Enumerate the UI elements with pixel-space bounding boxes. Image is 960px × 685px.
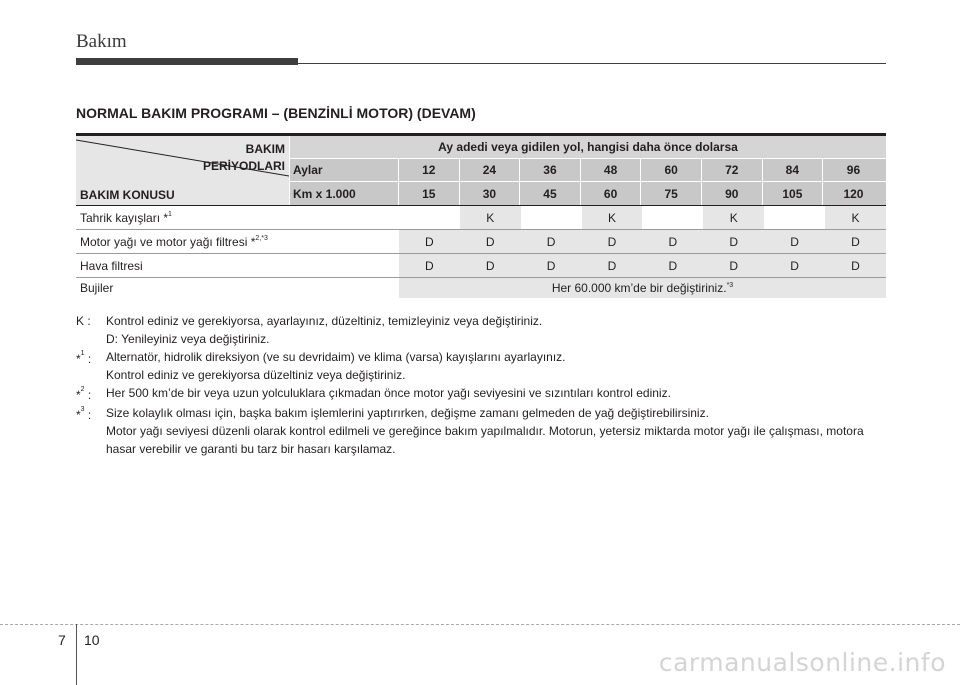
row-value: D [521,230,582,253]
row-span-text: Her 60.000 km’de bir değiştiriniz. [551,281,727,295]
row-item-footnote: 1 [168,211,172,218]
footer-divider [76,624,77,685]
row-value: K [460,206,521,229]
km-cell: 60 [581,182,642,205]
row-value [399,206,460,229]
note-mark-star: * [76,352,81,366]
row-value: K [703,206,764,229]
row-value: D [642,230,703,253]
row-value: D [703,254,764,277]
note-item [76,384,888,404]
note-mark [76,384,106,404]
months-cell: 84 [763,159,824,181]
note-mark: K : [76,314,91,328]
note-line: Motor yağı seviyesi düzenli olarak kontrol edilmeli ve gereğince bakım yapılmalıdır. Motorun, yetersiz miktarda motor yağı ile çalışması, motora hasar verebilir ve garanti bu tarz bir hasarı karşılamaz. [106,424,864,456]
note-line: D: Yenileyiniz veya değiştiriniz. [106,332,270,346]
corner-period-line1: BAKIM [245,142,285,156]
note-text [106,348,888,384]
page-header-title: Bakım [76,31,127,52]
footer-rule [0,624,960,625]
months-cell: 96 [846,163,861,177]
header-rule [298,63,886,64]
table-row [76,230,886,253]
months-row-label: Aylar [290,159,399,181]
note-line: Alternatör, hidrolik direksiyon (ve su devridaim) ve klima (varsa) kayışlarını ayarlayınız. [106,350,566,364]
km-row-label: Km x 1.000 [290,182,399,205]
months-cell: 12 [399,159,460,181]
row-value: K [825,206,886,229]
row-value: D [703,230,764,253]
footnotes [76,312,888,458]
page-number: 10 [84,632,100,648]
km-cell: 15 [399,182,460,205]
row-value: D [521,254,582,277]
row-item-name [76,230,399,253]
table-corner-header [76,136,290,205]
note-text [106,404,888,458]
note-line: Her 500 km’de bir veya uzun yolculuklara çıkmadan önce motor yağı seviyesini ve sızıntıları kontrol ediniz. [106,386,671,400]
note-text [106,384,888,404]
km-row [290,182,886,205]
note-mark-star: * [76,408,81,422]
months-cell: 24 [460,159,521,181]
row-item-name [76,254,399,277]
note-line: Size kolaylık olması için, başka bakım işlemlerini yaptırırken, değişme zamanı gelmeden de yağ değiştirebilirsiniz. [106,406,709,420]
maintenance-schedule-table [76,133,886,298]
note-line: Kontrol ediniz ve gerekiyorsa düzeltiniz veya değiştiriniz. [106,368,406,382]
table-row [76,254,886,277]
months-cell: 72 [702,159,763,181]
row-value: K [582,206,643,229]
row-value: D [764,230,825,253]
row-value: D [825,230,886,253]
months-cell: 36 [520,159,581,181]
note-item [76,404,888,458]
row-value [764,206,825,229]
km-cell: 75 [641,182,702,205]
section-title: NORMAL BAKIM PROGRAMI – (BENZİNLİ MOTOR) (DEVAM) [76,105,476,121]
row-value: D [399,254,460,277]
row-value: D [460,230,521,253]
km-cell: 45 [520,182,581,205]
corner-item-label: BAKIM KONUSU [80,188,175,202]
row-value [521,206,582,229]
km-cell: 105 [763,182,824,205]
km-cell: 90 [702,182,763,205]
header-bar [76,58,298,65]
note-mark-colon: : [84,388,92,402]
months-row [290,159,886,181]
corner-period-line2: PERİYODLARI [202,159,285,173]
row-item-text: Hava filtresi [80,258,143,273]
row-value: D [825,254,886,277]
row-item-name [76,206,399,229]
km-cell: 120 [843,186,864,201]
row-value: D [642,254,703,277]
months-cell: 60 [641,159,702,181]
row-value: D [764,254,825,277]
note-mark-sup: 2 [80,386,85,393]
note-mark-colon: : [84,352,92,366]
row-value: D [399,230,460,253]
note-mark-colon: : [84,408,92,422]
km-cell: 30 [460,182,521,205]
note-mark-star: * [76,388,81,402]
note-item [76,312,888,348]
note-mark [76,404,106,458]
note-mark-sup: 1 [80,350,85,357]
note-mark-sup: 3 [80,406,85,413]
table-row [76,278,886,298]
row-value [642,206,703,229]
watermark-text: carmanualsonline.info [658,648,946,677]
row-span-footnote: *3 [726,281,734,289]
row-value: D [460,254,521,277]
corner-period-label [203,141,285,175]
row-item-text: Motor yağı ve motor yağı filtresi * [80,234,256,249]
chapter-number: 7 [58,632,66,648]
table-row [76,206,886,229]
row-item-name [76,278,399,298]
row-item-text: Bujiler [80,281,114,295]
row-item-text: Tahrik kayışları * [80,210,169,225]
note-line: Kontrol ediniz ve gerekiyorsa, ayarlayınız, düzeltiniz, temizleyiniz veya değiştiriniz. [106,314,543,328]
row-span-value [399,278,886,298]
note-mark [76,348,106,384]
row-value: D [582,230,643,253]
note-item [76,348,888,384]
row-value: D [582,254,643,277]
note-text [106,312,888,348]
row-item-footnote: 2,*3 [255,235,268,242]
months-cell: 48 [581,159,642,181]
span-header: Ay adedi veya gidilen yol, hangisi daha önce dolarsa [290,136,886,158]
